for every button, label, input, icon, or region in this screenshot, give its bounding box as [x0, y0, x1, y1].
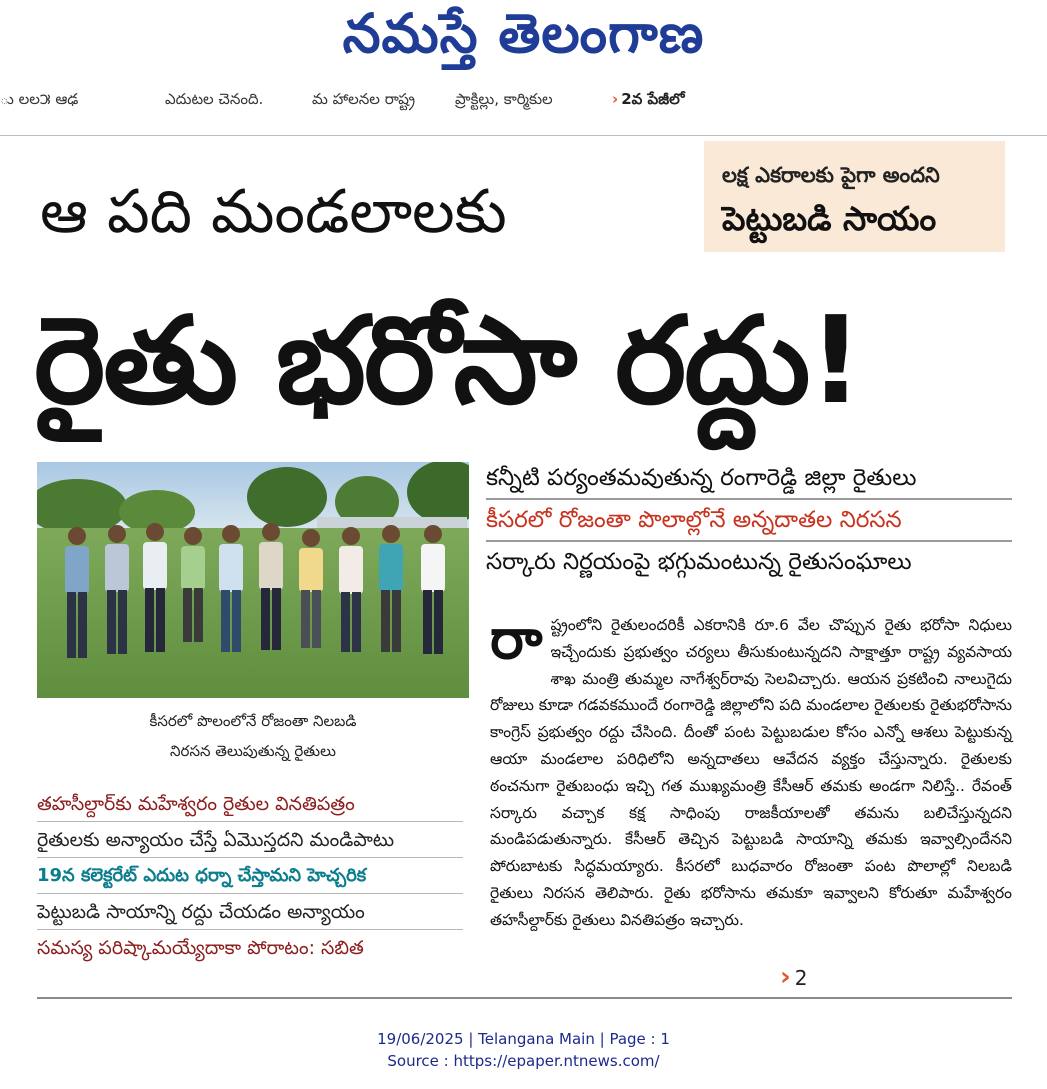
caption-line: నిరసన తెలుపుతున్న రైతులు: [170, 742, 336, 760]
subhead: సమస్య పరిష్కామయ్యేదాకా పోరాటం: సబిత: [37, 937, 364, 959]
strip-page-ref[interactable]: › 2వ పేజీలో: [612, 90, 685, 112]
strip-item: ు లల౫ ఆఢ: [0, 90, 79, 108]
jump-link[interactable]: › 2: [780, 962, 807, 992]
dropcap: రా: [490, 607, 543, 672]
strip-item: మ హాలనల రాష్ట్ర: [312, 90, 416, 108]
sidebox-main: పెట్టుబడి సాయం: [722, 199, 937, 238]
article-body: [490, 607, 1012, 934]
caption-line: కీసరలో పొలంలోనే రోజంతా నిలబడి: [149, 712, 357, 730]
deck: కన్నీటి పర్యంతమవుతున్న రంగారెడ్డి జిల్లా రైతులు: [486, 458, 1012, 500]
body-text: ష్ట్రంలోని రైతులందరికీ ఎకరానికి రూ.6 వేల చొప్పున రైతు భరోసా నిధులు ఇచ్చేందుకు ప్రభుత్వం చర్యలు తీసుకుంటున్నదని సాక్షాత్తూ రాష్ట్ర వ్యవసాయ శాఖ మంత్రి తుమ్మల నాగేశ్వర్‌రావు సెలవిచ్చారు. ఆయన ప్రకటించి నాలుగైదు రోజులు కూడా గడవకముందే రంగారెడ్డి జిల్లాలోని పది మండలాల రైతులకు రైతుభరోసాను కాంగ్రెస్ ప్రభుత్వం రద్దు చేసింది. దీంతో పంట పెట్టుబడుల కోసం ఎన్నో ఆశలు పెట్టుకున్న ఆయా మండలాల పరిధిలోని అన్నదాతలు ఆవేదన వ్యక్తం చేస్తున్నారు. రైతులకు ఠంచనుగా రైతుబంధు ఇచ్చి గత ముఖ్యమంత్రి కేసీఆర్ తమకు అండగా నిలిస్తే.. రేవంత్ సర్కారు వచ్చాక కక్ష సాధింపు రాజకీయాలతో తమను బలిచేస్తున్నదని మండిపడుతున్నారు. కేసీఆర్ తెచ్చిన పెట్టుబడి సాయాన్ని తమకు ఇవ్వాల్సిందేనని పోరుబాటకు సిద్ధమయ్యారు. కీసరలో బుధవారం రోజంతా పంట పొలాల్లో నిలబడి రైతులు నిరసన తెలిపారు. రైతు భరోసాను తమకూ ఇవ్వాలని కోరుతూ మహేశ్వరం తహసీల్దార్‌కు రైతులు వినతిపత్రం ఇచ్చారు.: [490, 616, 1012, 929]
masthead-title: నమస్తే తెలంగాణ: [342, 1, 705, 65]
footer-line-source: Source : https://epaper.ntnews.com/: [387, 1052, 660, 1070]
sidebox-top: లక్ష ఎకరాలకు పైగా అందని: [722, 163, 940, 187]
headline: రైతు భరోసా రద్దు!: [34, 292, 862, 431]
sidebox: [704, 141, 1005, 252]
news-photo: [37, 462, 469, 698]
top-strip: [0, 86, 1047, 136]
photo-caption: [37, 706, 469, 766]
footer-line-date: 19/06/2025 | Telangana Main | Page : 1: [377, 1030, 670, 1048]
deck: సర్కారు నిర్ణయంపై భగ్గుమంటున్న రైతుసంఘాలు: [486, 549, 912, 575]
subhead: పెట్టుబడి సాయాన్ని రద్దు చేయడం అన్యాయం: [37, 894, 463, 930]
strip-item: ఎదుటల చెనంది.: [165, 90, 264, 108]
deck: కీసరలో రోజంతా పొలాల్లోనే అన్నదాతల నిరసన: [486, 500, 1012, 542]
kicker: ఆ పది మండలాలకు: [40, 177, 507, 247]
subhead: 19న కలెక్టరేట్ ఎదుట ధర్నా చేస్తామని హెచ్చరిక: [37, 858, 463, 894]
subheads: [37, 786, 463, 965]
subhead: రైతులకు అన్యాయం చేస్తే ఏమొస్తదని మండిపాటు: [37, 822, 463, 858]
subhead: తహసీల్దార్‌కు మహేశ్వరం రైతుల వినతిపత్రం: [37, 786, 463, 822]
decks: [486, 458, 1012, 582]
strip-item: ప్రాక్టిల్లు, కార్మికుల: [455, 90, 553, 108]
masthead: [0, 0, 1047, 80]
footer: [0, 1028, 1047, 1072]
photo-illustration: [37, 462, 469, 698]
bottom-rule: [37, 997, 1012, 999]
